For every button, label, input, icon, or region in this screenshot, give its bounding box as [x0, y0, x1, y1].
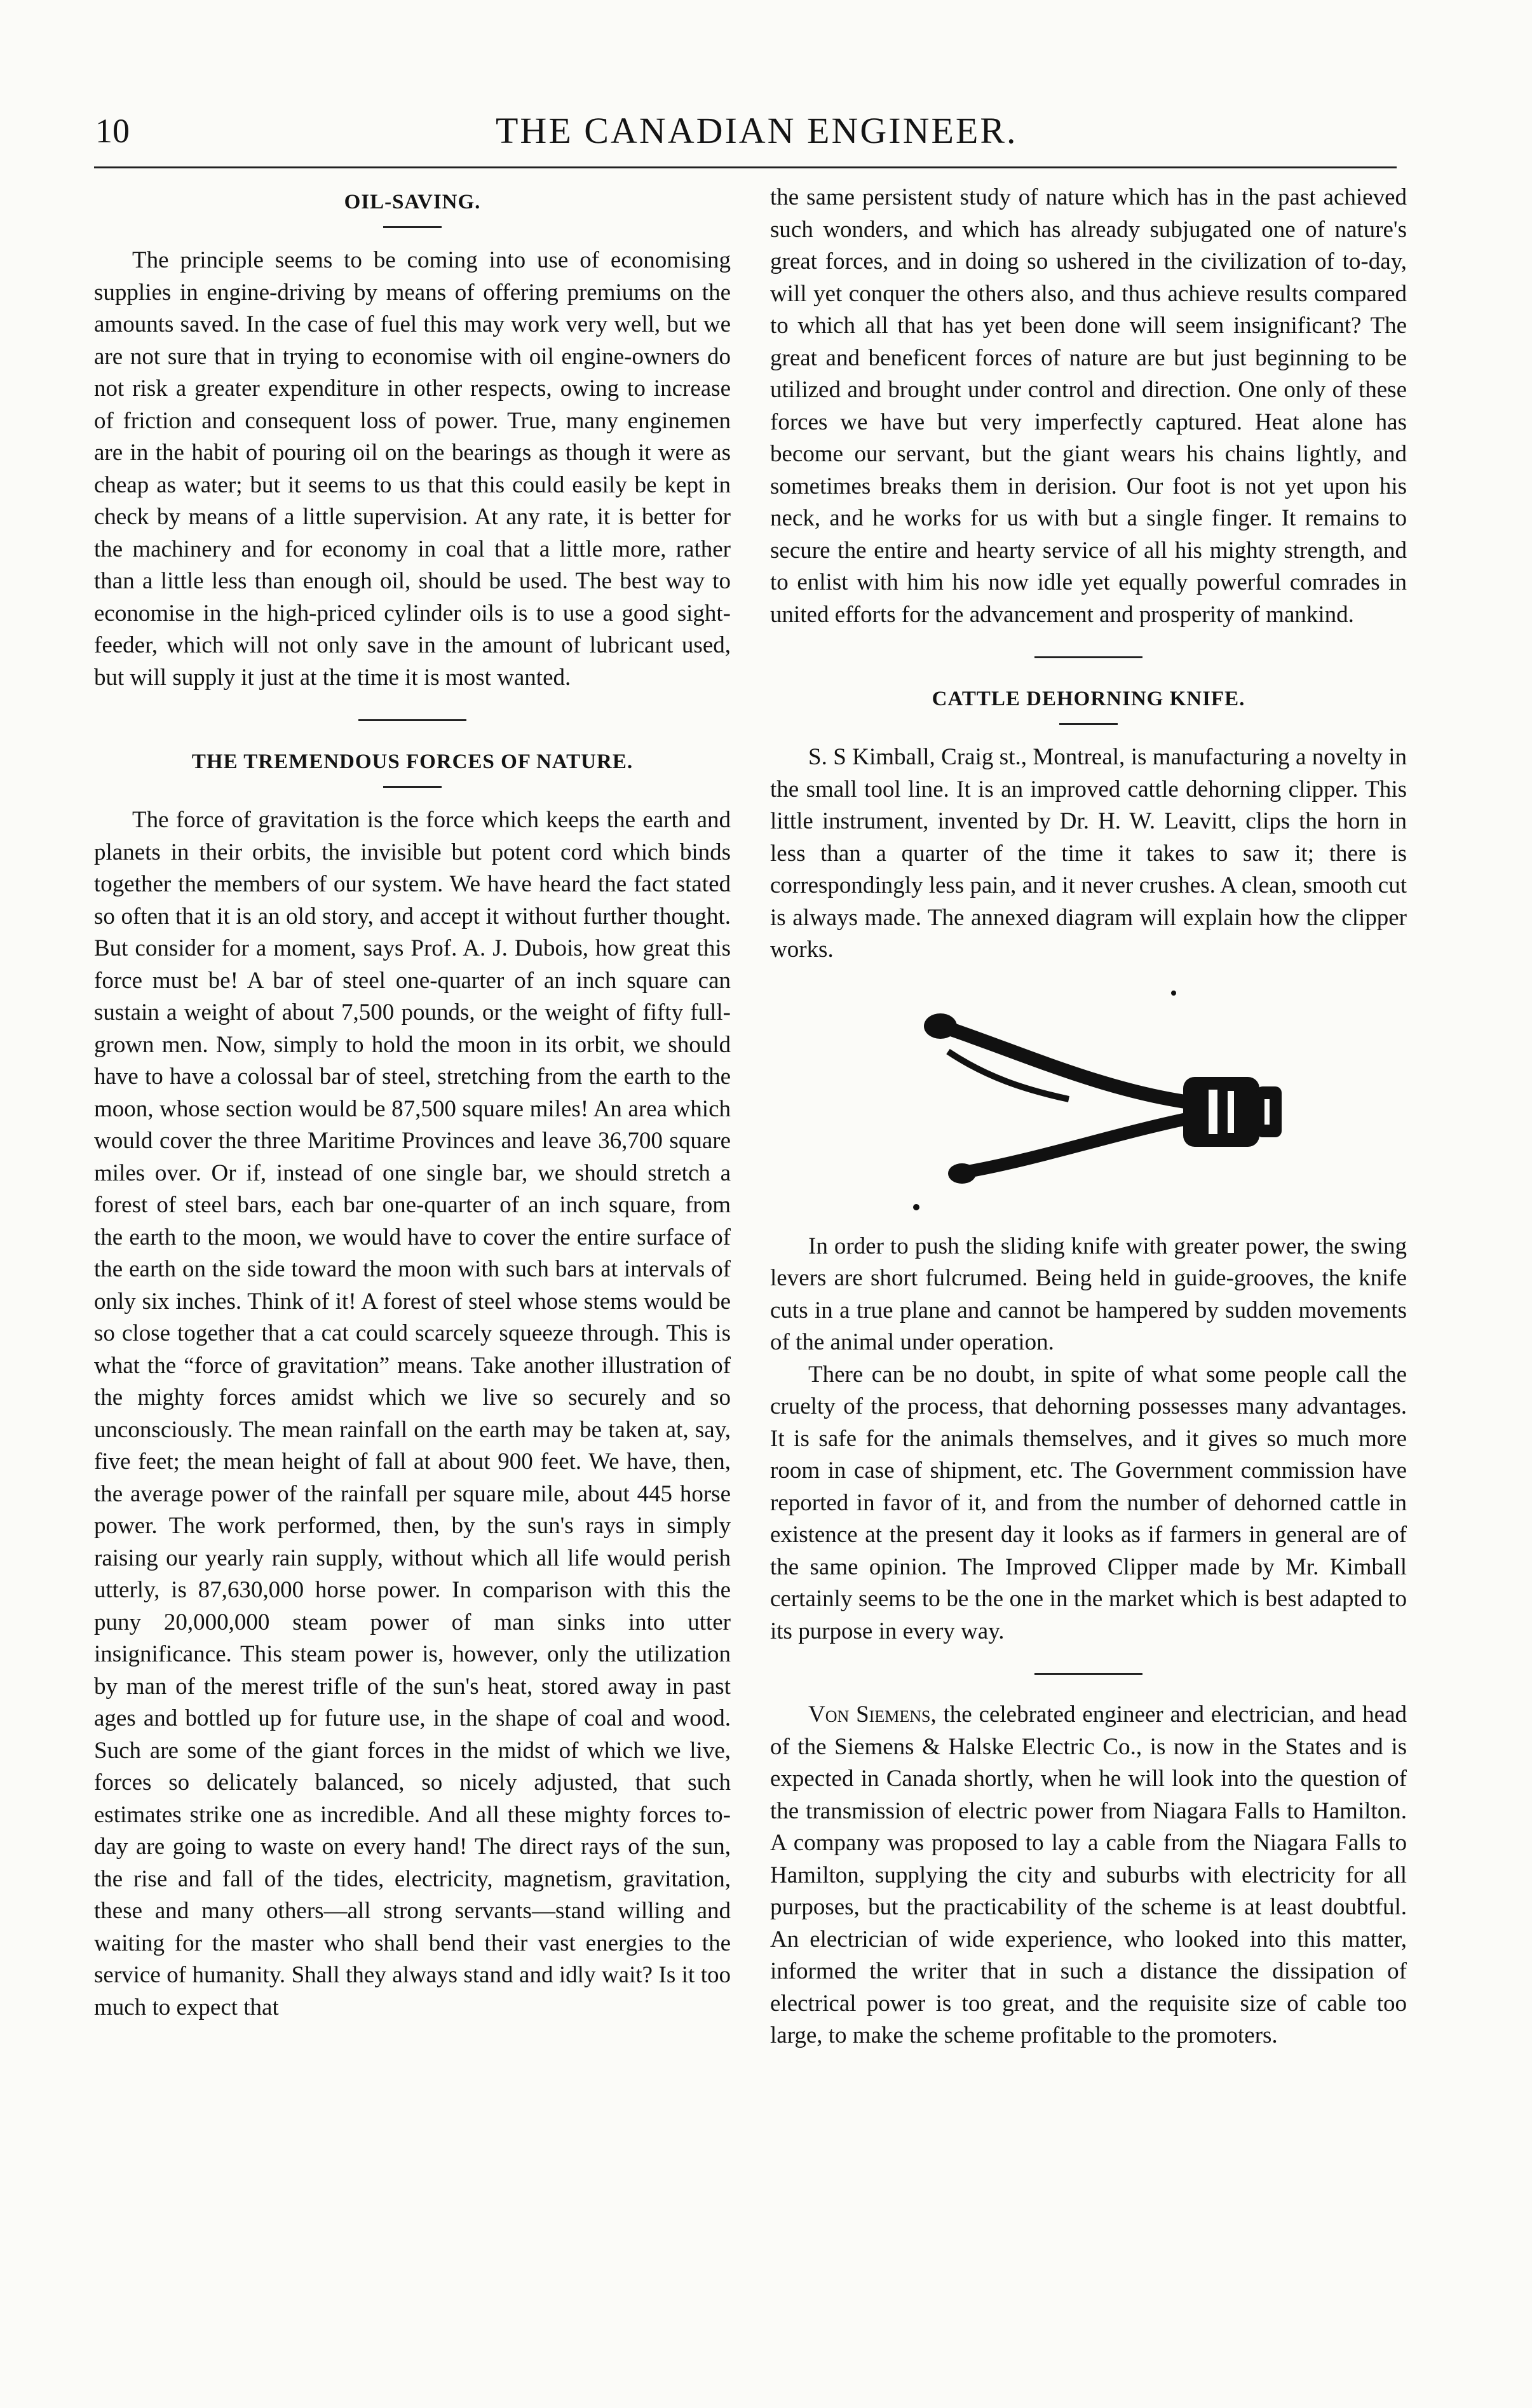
forces-title: THE TREMENDOUS FORCES OF NATURE.	[191, 750, 634, 773]
cattle-title: CATTLE DEHORNING KNIFE.	[932, 687, 1245, 710]
title-rule	[383, 786, 442, 788]
siemens-name: Von Siemens,	[808, 1701, 937, 1728]
cattle-paragraph-3: There can be no doubt, in spite of what some people call the cruelty of the process, that dehorning possesses many advantages. It is safe for the animals themselves, and it gives so much more room in case of shipment, etc. The Government commission have reported in favor of it, and from the number of dehorned cattle in existence at the present day it looks as if farmers in general are of the same opinion. The Improved Clipper made by Mr. Kimball certainly seems to be the one in the market which is best adapted to its purpose in every way.	[770, 1361, 1407, 1644]
section-separator	[1034, 1673, 1142, 1675]
title-rule	[1059, 723, 1118, 725]
oil-saving-body: The principle seems to be coming into use of economising supplies in engine-driving by means of offering premiums on the amounts saved. In the case of fuel this may work very well, but we are not sure that in trying to economise with oil engine-owners do not risk a greater expenditure in other respects, owing to increase of friction and consequent loss of power. True, many enginemen are in the habit of pouring oil on the bearings as though it were as cheap as water; but it seems to us that this could easily be kept in check by means of a little supervision. At any rate, it is better for the machinery and for economy in coal that a little more, rather than a little less than enough oil, should be used. The best way to economise in the high-priced cylinder oils is to use a good sight-feeder, which will not only save in the amount of lubricant used, but will supply it just at the time it is most wanted.	[94, 247, 731, 691]
section-separator	[358, 719, 466, 721]
right-column	[770, 182, 1407, 2052]
siemens-body: the celebrated engineer and electrician, and head of the Siemens & Halske Electric Co., is now in the States and is expected in Canada shortly, when he will look into the question of the transmission of electric power from Niagara Falls to Hamilton. A company was proposed to lay a cable from the Niagara Falls to Hamilton, supplying the city and suburbs with electricity for all purposes, but the practicability of the scheme is at least doubtful. An electrician of wide experience, who looked into this matter, informed the writer that in such a distance the dissipation of electrical power is too great, and the requisite size of cable too large, to make the scheme profitable to the promoters.	[770, 1701, 1407, 2048]
header-rule	[94, 166, 1397, 168]
title-rule	[383, 226, 442, 228]
section-separator	[1034, 656, 1142, 658]
cattle-intro: S. S Kimball, Craig st., Montreal, is manufacturing a novelty in the small tool line. It is an improved cattle dehorning clipper. This little instrument, invented by Dr. H. W. Leavitt, clips the horn in less than a quarter of the time it takes to saw it; there is correspondingly less pain, and it never crushes. A clean, smooth cut is always made. The annexed diagram will explain how the clipper works.	[770, 744, 1407, 963]
forces-body-continued: the same persistent study of nature which has in the past achieved such wonders, and which has already subjugated one of nature's great forces, and in doing so ushered in the civilization of to-day, will yet conquer the others also, and thus achieve results compared to which all that has yet been done will seem insignificant? The great and beneficent forces of nature are but just beginning to be utilized and brought under control and direction. One only of these forces we have but very imperfectly captured. Heat alone has become our servant, but the giant wears his chains lightly, and sometimes breaks them in derision. Our foot is not yet upon his neck, and he works for us with but a single finger. It remains to secure the entire and hearty service of all his mighty strength, and to enlist with him his now idle yet equally powerful comrades in united efforts for the advancement and prosperity of mankind.	[770, 184, 1407, 628]
dehorning-clipper-illustration	[891, 982, 1298, 1217]
forces-body: The force of gravitation is the force which keeps the earth and planets in their orbits, the invisible but potent cord which binds together the members of our system. We have heard the fact stated so often that it is an old story, and accept it without further thought. But consider for a moment, says Prof. A. J. Dubois, how great this force must be! A bar of steel one-quarter of an inch square can sustain a weight of about 7,500 pounds, or the weight of fifty full-grown men. Now, simply to hold the moon in its orbit, we should have to have a colossal bar of steel, stretching from the earth to the moon, whose section would be 87,500 square miles! An area which would cover the three Maritime Provinces and leave 36,700 square miles over. Or if, instead of one single bar, we should stretch a forest of steel bars, each bar one-quarter of an inch square, from the earth to the moon, we would have to cover the entire surface of the earth on the side toward the moon with such bars at intervals of only six inches. Think of it! A forest of steel whose stems would be so close together that a cat could scarcely squeeze through. This is what the “force of gravitation” means. Take another illustration of the mighty forces amidst which we live so securely and so unconsciously. The mean rainfall on the earth may be taken at, say, five feet; the mean height of fall at about 900 feet. We have, then, the average power of the rainfall per square mile, about 445 horse power. The work performed, then, by the sun's rays in simply raising our yearly rain supply, without which all life would perish utterly, is 87,630,000 horse power. In comparison with this the puny 20,000,000 steam power of man sinks into utter insignificance. This steam power is, however, only the utilization by man of the merest trifle of the sun's heat, stored away in past ages and bottled up for future use, in the shape of coal and wood. Such are some of the giant forces in the midst of which we live, forces so delicately balanced, so nicely adjusted, that such estimates strike one as incredible. And all these mighty forces to-day are going to waste on every hand! The direct rays of the sun, the rise and fall of the tides, electricity, magnetism, gravitation, these and many others—all strong servants—stand willing and waiting for the master who shall bend their vast energies to the service of humanity. Shall they always stand and idly wait? Is it too much to expect that	[94, 807, 731, 2020]
siemens-paragraph	[770, 1699, 1407, 2052]
cattle-paragraph-2: In order to push the sliding knife with greater power, the swing levers are short fulcrumed. Being held in guide-grooves, the knife cuts in a true plane and cannot be hampered by sudden movements of the animal under operation.	[770, 1233, 1407, 1355]
left-column	[94, 182, 731, 2024]
running-head: THE CANADIAN ENGINEER.	[496, 110, 1018, 151]
page-number: 10	[95, 112, 130, 150]
oil-saving-title: OIL-SAVING.	[344, 191, 481, 213]
